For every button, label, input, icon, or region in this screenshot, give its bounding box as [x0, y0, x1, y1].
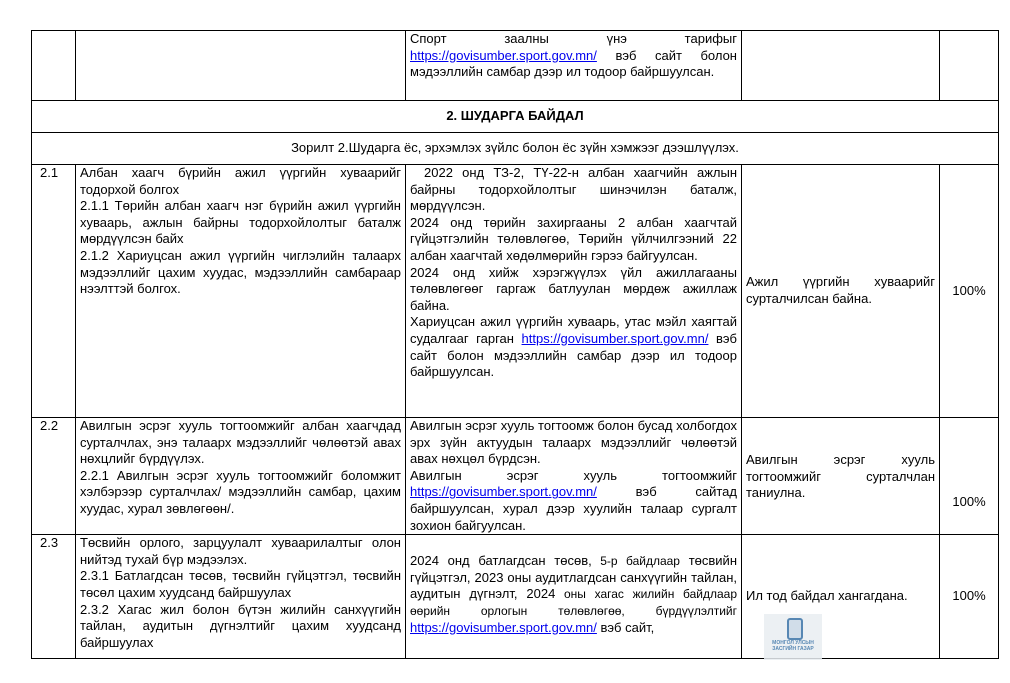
done-text-tail: вэб сайтад байршуулсан, хурал дээр хуулийн талаар сургалт зохион байгуулсан.	[410, 484, 737, 533]
section-header-row	[32, 101, 999, 133]
task-text: 2.3.2 Хагас жил болон бүтэн жилийн санхүүгийн тайлан, аудитын дүгнэлтийг цахим хуудсанд байршуулах	[80, 601, 401, 650]
percent-cell: 100%	[940, 165, 999, 418]
report-table	[31, 30, 999, 659]
done-text: Авилгын эсрэг хууль тогтоомж болон бусад холбогдох эрх зүйн актуудын талаарх мэдээллийг чөлөөтэй авах нөхцөл бүрдсэн.	[410, 418, 737, 467]
done-text: вэб сайт болон мэдээллийн самбар дээр ил тодоор байршуулсан.	[410, 47, 737, 80]
percent-text: 100%	[952, 493, 986, 509]
task-cell	[76, 535, 406, 659]
task-cell	[76, 31, 406, 101]
result-cell: Ил тод байдал хангагдана.	[742, 535, 940, 659]
percent-cell	[940, 31, 999, 101]
done-text-tail: вэб сайт,	[596, 619, 655, 635]
done-text: 5-р байдлаар	[591, 554, 680, 569]
table-row	[32, 165, 999, 418]
done-cell	[406, 165, 742, 418]
result-cell: Ажил үүргийн хуваарийг сурталчилсан байна.	[742, 165, 940, 418]
website-link[interactable]: https://govisumber.sport.gov.mn/	[521, 330, 709, 346]
done-cell	[406, 31, 742, 101]
done-text: 2022 онд ТЗ-2, ТҮ-22-н албан хаагчийн ажлын байрны тодорхойлолтыг шинэчилэн баталж, мөрдүүлсэн.	[410, 165, 737, 214]
percent-cell	[940, 418, 999, 535]
task-cell	[76, 418, 406, 535]
table-row	[32, 418, 999, 535]
seal-text-line: ЗАСГИЙН ГАЗАР	[772, 646, 814, 652]
percent-cell: 100%	[940, 535, 999, 659]
goal-row	[32, 133, 999, 165]
task-text: 2.2.1 Авилгын эсрэг хууль тогтоомжийг боломжит хэлбэрээр сурталчлах/ мэдээллийн самбар, цахим хуудас, хурал зөвлөгөөн/.	[80, 467, 401, 516]
num-cell	[32, 31, 76, 101]
task-text: Албан хаагч бүрийн ажил үүргийн хуваарийг тодорхой болгох	[80, 165, 401, 197]
done-cell	[406, 418, 742, 535]
task-text: Авилгын эсрэг хууль тогтоомжийг албан хаагчдад сурталчлах, энэ талаарх мэдээллийг чөлөөтэй авах нөхцлийг бүрдүүлэх.	[80, 418, 401, 467]
done-text-line: Хариуцсан ажил үүргийн хуваарь, утас мэйл хаягтай судалгааг гарган	[410, 314, 737, 346]
done-text: 2024 онд хийж хэрэгжүүлэх үйл ажиллагааны төлөвлөгөөг гаргаж батлуулан мөрдөж ажиллаж байна.	[410, 264, 737, 313]
task-text: 2.1.2 Хариуцсан ажил үүргийн чиглэлийн талаарх мэдээллийг цахим хуудас, мэдээллийн самбараар нээлттэй болгох.	[80, 247, 401, 297]
website-link[interactable]: https://govisumber.sport.gov.mn/	[410, 619, 597, 635]
done-text: оны хагас жилийн байдлаар өөрийн орлогын төлөвлөгөө, бүрдүүлэлтийг	[410, 587, 737, 618]
table-row	[32, 535, 999, 659]
done-cell	[406, 535, 742, 659]
website-link[interactable]: https://govisumber.sport.gov.mn/	[410, 484, 597, 500]
result-cell	[742, 31, 940, 101]
website-link[interactable]: https://govisumber.sport.gov.mn/	[410, 47, 597, 63]
result-cell	[742, 418, 940, 535]
task-cell	[76, 165, 406, 418]
done-text: Спорт заалны үнэ тарифыг	[410, 31, 737, 46]
done-text: 2024 онд төрийн захиргааны 2 албан хаагчтай гүйцэтгэлийн төлөвлөгөө, Төрийн үйлчилгээний 22 албан хаагчтай хөдөлмөрийн гэрээ байгуулсан.	[410, 214, 737, 263]
num-cell: 2.1	[32, 165, 76, 418]
government-seal-watermark	[764, 614, 822, 660]
result-text: Авилгын эсрэг хууль тогтоомжийг сурталчлан таниулна.	[746, 452, 935, 501]
section-title: 2. ШУДАРГА БАЙДАЛ	[32, 101, 999, 133]
done-text	[410, 468, 737, 534]
done-text: төсвийн гүйцэтгэл, 2023 оны аудитлагдсан санхүүгийн тайлан, аудитын дүгнэлт, 2024	[410, 553, 737, 602]
section-goal: Зорилт 2.Шударга ёс, эрхэмлэх зүйлс болон ёс зүйн хэмжээг дээшлүүлэх.	[32, 133, 999, 165]
task-text: 2.3.1 Батлагдсан төсөв, төсвийн гүйцэтгэл, төсвийн төсөл цахим хуудсанд байршуулах	[80, 568, 401, 600]
done-text-line: Авилгын эсрэг хууль тогтоомжийг	[410, 467, 737, 483]
done-text: 2024 онд батлагдсан төсөв,	[410, 553, 592, 569]
task-text: Төсвийн орлого, зарцуулалт хуваарилалтыг олон нийтэд тухай бүр мэдээлэх.	[80, 535, 401, 567]
seal-text	[764, 640, 822, 652]
seal-text-line: МОНГОЛ УЛСЫН	[772, 640, 814, 646]
num-cell: 2.2	[32, 418, 76, 535]
done-text-tail: вэб сайт болон мэдээллийн самбар дээр ил тодоор байршуулсан.	[410, 330, 737, 380]
soyombo-icon	[787, 618, 803, 640]
num-cell: 2.3	[32, 535, 76, 659]
table-row	[32, 31, 999, 101]
task-text: 2.1.1 Төрийн албан хаагч нэг бүрийн ажил үүргийн хуваарь, ажлын байрны тодорхойлолтыг баталж мөрдүүлсэн байх	[80, 198, 401, 247]
done-text	[410, 314, 737, 380]
